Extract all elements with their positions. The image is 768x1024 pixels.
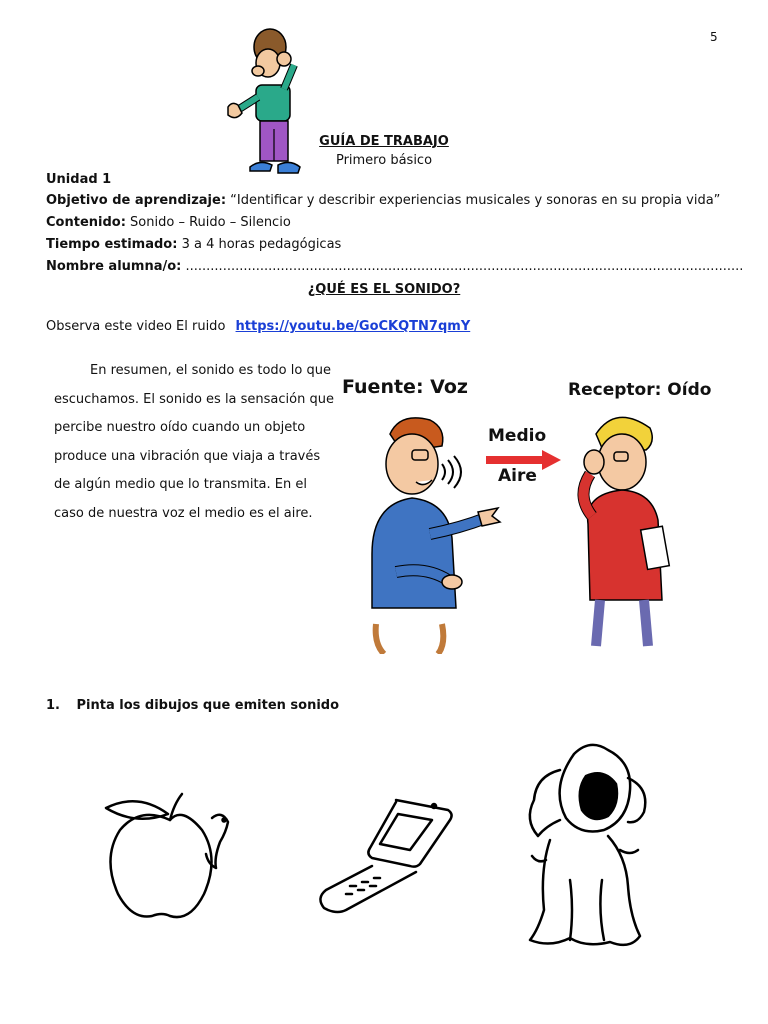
content-line xyxy=(46,215,291,230)
objective-label: Objetivo de aprendizaje: xyxy=(46,193,227,208)
time-label: Tiempo estimado: xyxy=(46,237,178,252)
task-text: Pinta los dibujos que emiten sonido xyxy=(76,698,340,713)
name-blank: ....................................................................................................................................... xyxy=(185,259,744,274)
unit-line: Unidad 1 xyxy=(46,172,112,187)
barking-dog-icon xyxy=(516,740,656,955)
time-text: 3 a 4 horas pedagógicas xyxy=(181,237,342,252)
video-line xyxy=(46,319,470,334)
speaker-man-icon xyxy=(350,404,510,654)
content-label: Contenido: xyxy=(46,215,126,230)
page-number: 5 xyxy=(710,30,718,44)
listener-boy-icon xyxy=(574,404,694,654)
guide-title: GUÍA DE TRABAJO xyxy=(319,134,449,149)
apple-icon xyxy=(100,790,240,920)
receiver-label: Receptor: Oído xyxy=(568,380,712,400)
task-number: 1. xyxy=(46,698,60,713)
objective-text: “Identificar y describir experiencias musicales y sonoras en su propia vida” xyxy=(230,193,721,208)
content-text: Sonido – Ruido – Silencio xyxy=(130,215,291,230)
name-label: Nombre alumna/o: xyxy=(46,259,182,274)
objective-line xyxy=(46,193,720,208)
cellphone-icon xyxy=(316,796,456,916)
source-label: Fuente: Voz xyxy=(342,376,468,398)
guide-subtitle: Primero básico xyxy=(335,153,433,168)
task-1 xyxy=(46,698,339,713)
section-title: ¿QUÉ ES EL SONIDO? xyxy=(307,282,461,297)
sound-diagram xyxy=(340,356,720,656)
video-link[interactable]: https://youtu.be/GoCKQTN7qmY xyxy=(235,319,471,334)
time-line xyxy=(46,237,341,252)
name-line xyxy=(46,259,743,274)
medium-value: Aire xyxy=(498,466,537,486)
medium-label: Medio xyxy=(488,426,547,446)
video-prefix: Observa este video El ruido xyxy=(46,319,226,334)
summary-paragraph xyxy=(54,357,334,528)
summary-text: En resumen, el sonido es todo lo que escuchamos. El sonido es la sensación que percibe nuestro oído cuando un objeto produce una vibración que viaja a través de algún medio que lo transmita. En el caso de nuestra voz el medio es el aire. xyxy=(54,363,334,521)
